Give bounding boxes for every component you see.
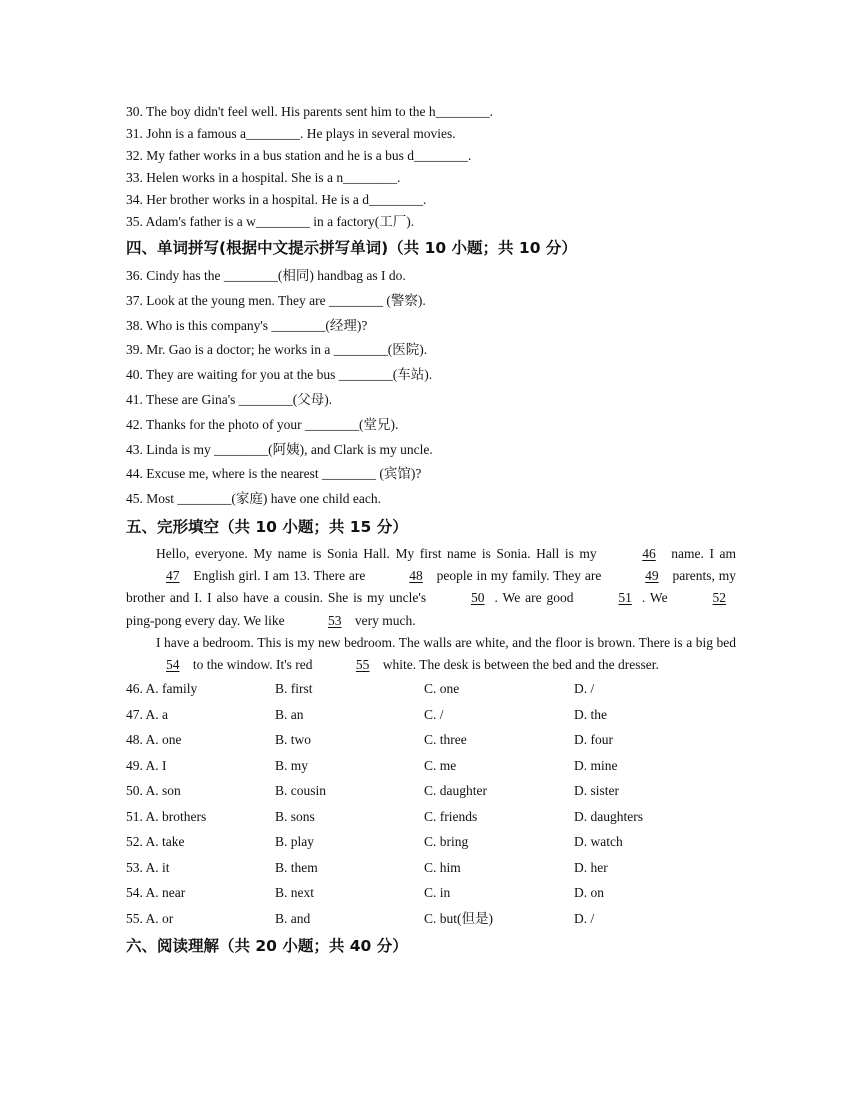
option-b: B. play xyxy=(275,834,314,850)
option-b: B. my xyxy=(275,757,309,773)
option-b: B. and xyxy=(275,910,311,926)
option-c: C. friends xyxy=(424,808,478,824)
section-6-heading: 六、阅读理解（共 20 小题；共 40 分） xyxy=(126,937,408,956)
options-row-54 xyxy=(126,880,736,906)
cloze-blank-49: 49 xyxy=(645,568,659,584)
options-row-48 xyxy=(126,727,736,753)
options-row-51 xyxy=(126,804,736,830)
section-4-heading: 四、单词拼写(根据中文提示拼写单词)（共 10 小题；共 10 分） xyxy=(126,239,577,257)
question-36: 36. Cindy has the ________(相同) handbag as I do. xyxy=(126,268,406,283)
cloze-text: to the window. It's red xyxy=(189,656,316,672)
cloze-text: white. The desk is between the bed and the dresser. xyxy=(379,656,659,672)
cloze-text: people in my family. They are xyxy=(432,568,606,584)
option-a: 46. A. family xyxy=(126,681,198,697)
option-b: B. sons xyxy=(275,808,315,824)
option-b: B. them xyxy=(275,859,318,875)
question-34: 34. Her brother works in a hospital. He is a d________. xyxy=(126,192,427,207)
cloze-blank-51: 51 xyxy=(618,590,632,606)
option-b: B. an xyxy=(275,706,304,722)
option-b: B. cousin xyxy=(275,783,327,799)
option-b: B. two xyxy=(275,732,312,748)
option-d: D. watch xyxy=(574,834,623,850)
question-37: 37. Look at the young men. They are ________ (警察). xyxy=(126,292,426,308)
option-c: C. three xyxy=(424,732,467,748)
question-45: 45. Most ________(家庭) have one child each. xyxy=(126,491,381,507)
options-row-46 xyxy=(126,676,736,702)
options-row-52 xyxy=(126,829,736,855)
cloze-text: Hello, everyone. My name is Sonia Hall. My first name is Sonia. Hall is my xyxy=(156,545,603,561)
cloze-options xyxy=(126,676,736,931)
question-42: 42. Thanks for the photo of your ________(堂兄). xyxy=(126,416,399,432)
option-d: D. / xyxy=(574,681,595,697)
question-35: 35. Adam's father is a w________ in a factory(工厂). xyxy=(126,214,415,229)
options-row-53 xyxy=(126,855,736,881)
question-33: 33. Helen works in a hospital. She is a n________. xyxy=(126,170,401,185)
cloze-text: English girl. I am 13. There are xyxy=(189,568,370,584)
question-32: 32. My father works in a bus station and he is a bus d________. xyxy=(126,148,472,163)
option-d: D. daughters xyxy=(574,808,643,824)
question-31: 31. John is a famous a________. He plays in several movies. xyxy=(126,126,456,141)
cloze-blank-53: 53 xyxy=(328,612,342,628)
cloze-text: name. I am xyxy=(665,545,736,561)
page-content xyxy=(126,101,736,962)
option-b: B. next xyxy=(275,885,314,901)
option-d: D. the xyxy=(574,706,607,722)
cloze-blank-55: 55 xyxy=(355,656,370,672)
question-41: 41. These are Gina's ________(父母). xyxy=(126,391,333,407)
cloze-text: . We are good xyxy=(494,590,579,606)
option-a: 55. A. or xyxy=(126,910,174,926)
option-a: 47. A. a xyxy=(126,706,168,722)
option-d: D. sister xyxy=(574,783,619,799)
cloze-text: I have a bedroom. This is my new bedroom. The walls are white, and the floor is brown. There is a big bed xyxy=(156,634,736,650)
option-a: 48. A. one xyxy=(126,732,182,748)
option-a: 49. A. I xyxy=(126,757,167,773)
cloze-text: parents, my brother and I. I also have a cousin. She is my uncle's xyxy=(126,568,736,606)
question-30: 30. The boy didn't feel well. His parents sent him to the h________. xyxy=(126,104,494,119)
question-43: 43. Linda is my ________(阿姨), and Clark is my uncle. xyxy=(126,441,433,457)
option-c: C. him xyxy=(424,859,461,875)
options-row-47 xyxy=(126,702,736,728)
option-a: 51. A. brothers xyxy=(126,808,207,824)
cloze-text: very much. xyxy=(351,612,416,628)
cloze-text: ping-pong every day. We like xyxy=(126,612,288,628)
question-44: 44. Excuse me, where is the nearest ________ (宾馆)? xyxy=(126,466,422,482)
cloze-blank-54: 54 xyxy=(166,656,180,672)
section-5-heading: 五、完形填空（共 10 小题；共 15 分） xyxy=(126,517,408,536)
cloze-paragraph-2 xyxy=(126,632,736,676)
option-d: D. four xyxy=(574,732,613,748)
cloze-blank-50: 50 xyxy=(471,590,485,606)
options-row-49 xyxy=(126,753,736,779)
option-d: D. / xyxy=(574,910,595,926)
option-c: C. daughter xyxy=(424,783,487,799)
options-row-50 xyxy=(126,778,736,804)
option-c: C. one xyxy=(424,681,460,697)
option-c: C. / xyxy=(424,706,444,722)
options-row-55 xyxy=(126,906,736,932)
option-d: D. mine xyxy=(574,757,618,773)
spelling-list xyxy=(126,264,736,512)
fill-in-list xyxy=(126,101,736,233)
cloze-blank-52: 52 xyxy=(712,590,726,606)
option-c: C. me xyxy=(424,757,457,773)
option-d: D. her xyxy=(574,859,608,875)
option-a: 50. A. son xyxy=(126,783,181,799)
question-38: 38. Who is this company's ________(经理)? xyxy=(126,317,368,333)
cloze-blank-47: 47 xyxy=(166,568,180,584)
option-a: 53. A. it xyxy=(126,859,170,875)
option-c: C. bring xyxy=(424,834,469,850)
cloze-text: . We xyxy=(641,590,673,606)
question-39: 39. Mr. Gao is a doctor; he works in a ________(医院). xyxy=(126,342,428,358)
cloze-paragraph-1 xyxy=(126,543,736,632)
option-a: 52. A. take xyxy=(126,834,185,850)
option-b: B. first xyxy=(275,681,313,697)
option-c: C. but(但是) xyxy=(424,910,493,926)
option-c: C. in xyxy=(424,885,451,901)
cloze-blank-48: 48 xyxy=(409,568,423,584)
option-a: 54. A. near xyxy=(126,885,186,901)
question-40: 40. They are waiting for you at the bus ________(车站). xyxy=(126,367,433,383)
cloze-blank-46: 46 xyxy=(642,545,656,561)
option-d: D. on xyxy=(574,885,604,901)
